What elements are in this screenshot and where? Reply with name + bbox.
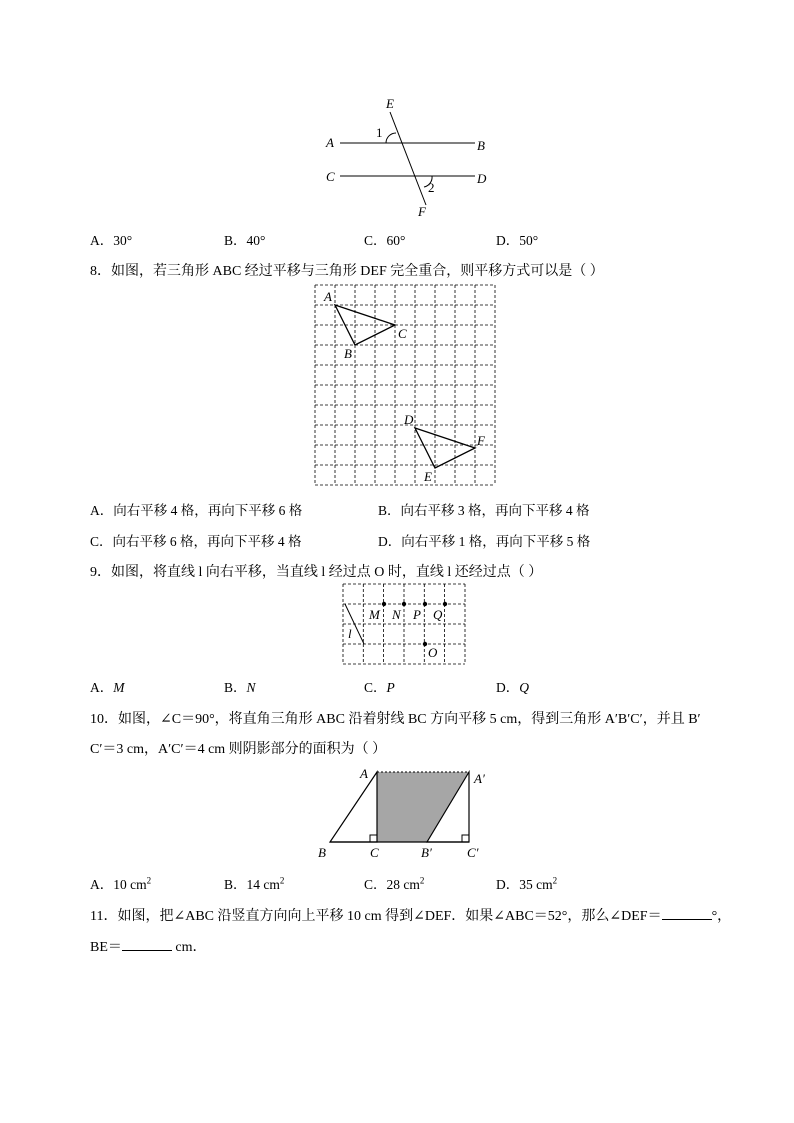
q8-grid-figure [315, 285, 500, 490]
q8-grid [315, 285, 495, 485]
q11-answer-blank-2[interactable] [122, 938, 172, 951]
q10-figure [315, 765, 495, 865]
q10-option-c[interactable]: C．28 $cm^2$ [364, 875, 425, 892]
q8-option-b[interactable]: B．向右平移 3 格，再向下平移 4 格 [378, 503, 590, 518]
q11-text-b: °， [711, 909, 732, 924]
q9-option-b[interactable]: B．N [224, 680, 256, 695]
label-b: B [477, 138, 485, 153]
q8-option-d[interactable]: D．向右平移 1 格，再向下平移 5 格 [378, 534, 591, 549]
q8-stem: 8．如图，若三角形 ABC 经过平移与三角形 DEF 完全重合，则平移方式可以是（ ） [90, 264, 604, 279]
point-m [382, 602, 386, 606]
label-a: A [324, 289, 332, 304]
label-l: l [348, 626, 352, 641]
label-b: B [344, 346, 352, 361]
q9-grid-figure [343, 584, 469, 668]
q11-stem-line2 [90, 936, 207, 956]
label-c: C [326, 169, 335, 184]
label-d: D [404, 412, 414, 427]
q10-stem-line1: 10．如图，∠C＝90°，将直角三角形 ABC 沿着射线 BC 方向平移 5 cm，得到三角形 A′B′C′，并且 B′ [90, 712, 701, 727]
q7-figure [320, 95, 500, 220]
q8-option-c[interactable]: C．向右平移 6 格，再向下平移 4 格 [90, 534, 302, 549]
q7-option-c[interactable]: C．60° [364, 233, 406, 248]
label-o: O [428, 645, 438, 660]
point-o [423, 642, 427, 646]
triangle-abc [330, 772, 377, 842]
angle-1-arc [386, 133, 396, 143]
q8-option-a[interactable]: A．向右平移 4 格，再向下平移 6 格 [90, 503, 303, 518]
q9-stem: 9．如图，将直线 l 向右平移，当直线 l 经过点 O 时，直线 l 还经过点（ ） [90, 565, 543, 580]
q10-option-a[interactable]: A．10 $cm^2$ [90, 875, 152, 892]
label-e: E [386, 96, 394, 111]
line-ef [390, 112, 426, 205]
label-m: M [369, 607, 380, 622]
q9-option-d[interactable]: D．Q [496, 680, 529, 695]
label-a-prime: A′ [474, 771, 485, 786]
q7-option-b[interactable]: B．40° [224, 233, 266, 248]
shaded-region [377, 772, 469, 842]
q10-option-b[interactable]: B．14 $cm^2$ [224, 875, 285, 892]
q11-text-a: 11．如图，把∠ABC 沿竖直方向向上平移 10 cm 得到∠DEF．如果∠ABC＝52°，那么∠DEF＝ [90, 909, 662, 924]
q11-stem-line1 [90, 905, 731, 925]
label-angle-1: 1 [376, 125, 383, 140]
q7-option-a[interactable]: A．30° [90, 233, 133, 248]
label-angle-2: 2 [428, 180, 435, 195]
q10-stem-line2: C′＝3 cm，A′C′＝4 cm 则阴影部分的面积为（ ） [90, 742, 387, 757]
right-angle-c [370, 835, 377, 842]
label-b-prime: B′ [421, 845, 432, 860]
label-d: D [477, 171, 487, 186]
point-q [443, 602, 447, 606]
label-p: P [413, 607, 421, 622]
label-b: B [318, 845, 326, 860]
label-q: Q [433, 607, 443, 622]
triangle-def [415, 428, 475, 468]
label-f: F [477, 433, 485, 448]
label-n: N [392, 607, 401, 622]
point-p [423, 602, 427, 606]
label-c: C [370, 845, 379, 860]
label-f: F [418, 204, 426, 219]
q7-option-d[interactable]: D．50° [496, 233, 539, 248]
label-c: C [398, 326, 407, 341]
q11-answer-blank-1[interactable] [662, 907, 712, 920]
q11-text-c: BE＝ [90, 940, 122, 955]
label-a: A [326, 135, 334, 150]
label-e: E [424, 469, 432, 484]
right-angle-c2 [462, 835, 469, 842]
q9-option-c[interactable]: C．P [364, 680, 395, 695]
q10-option-d[interactable]: D．35 $cm^2$ [496, 875, 558, 892]
label-a: A [360, 766, 368, 781]
q9-grid [343, 584, 465, 664]
q11-text-d: cm． [171, 940, 207, 955]
point-n [402, 602, 406, 606]
label-c-prime: C′ [467, 845, 479, 860]
q9-option-a[interactable]: A．M [90, 680, 125, 695]
